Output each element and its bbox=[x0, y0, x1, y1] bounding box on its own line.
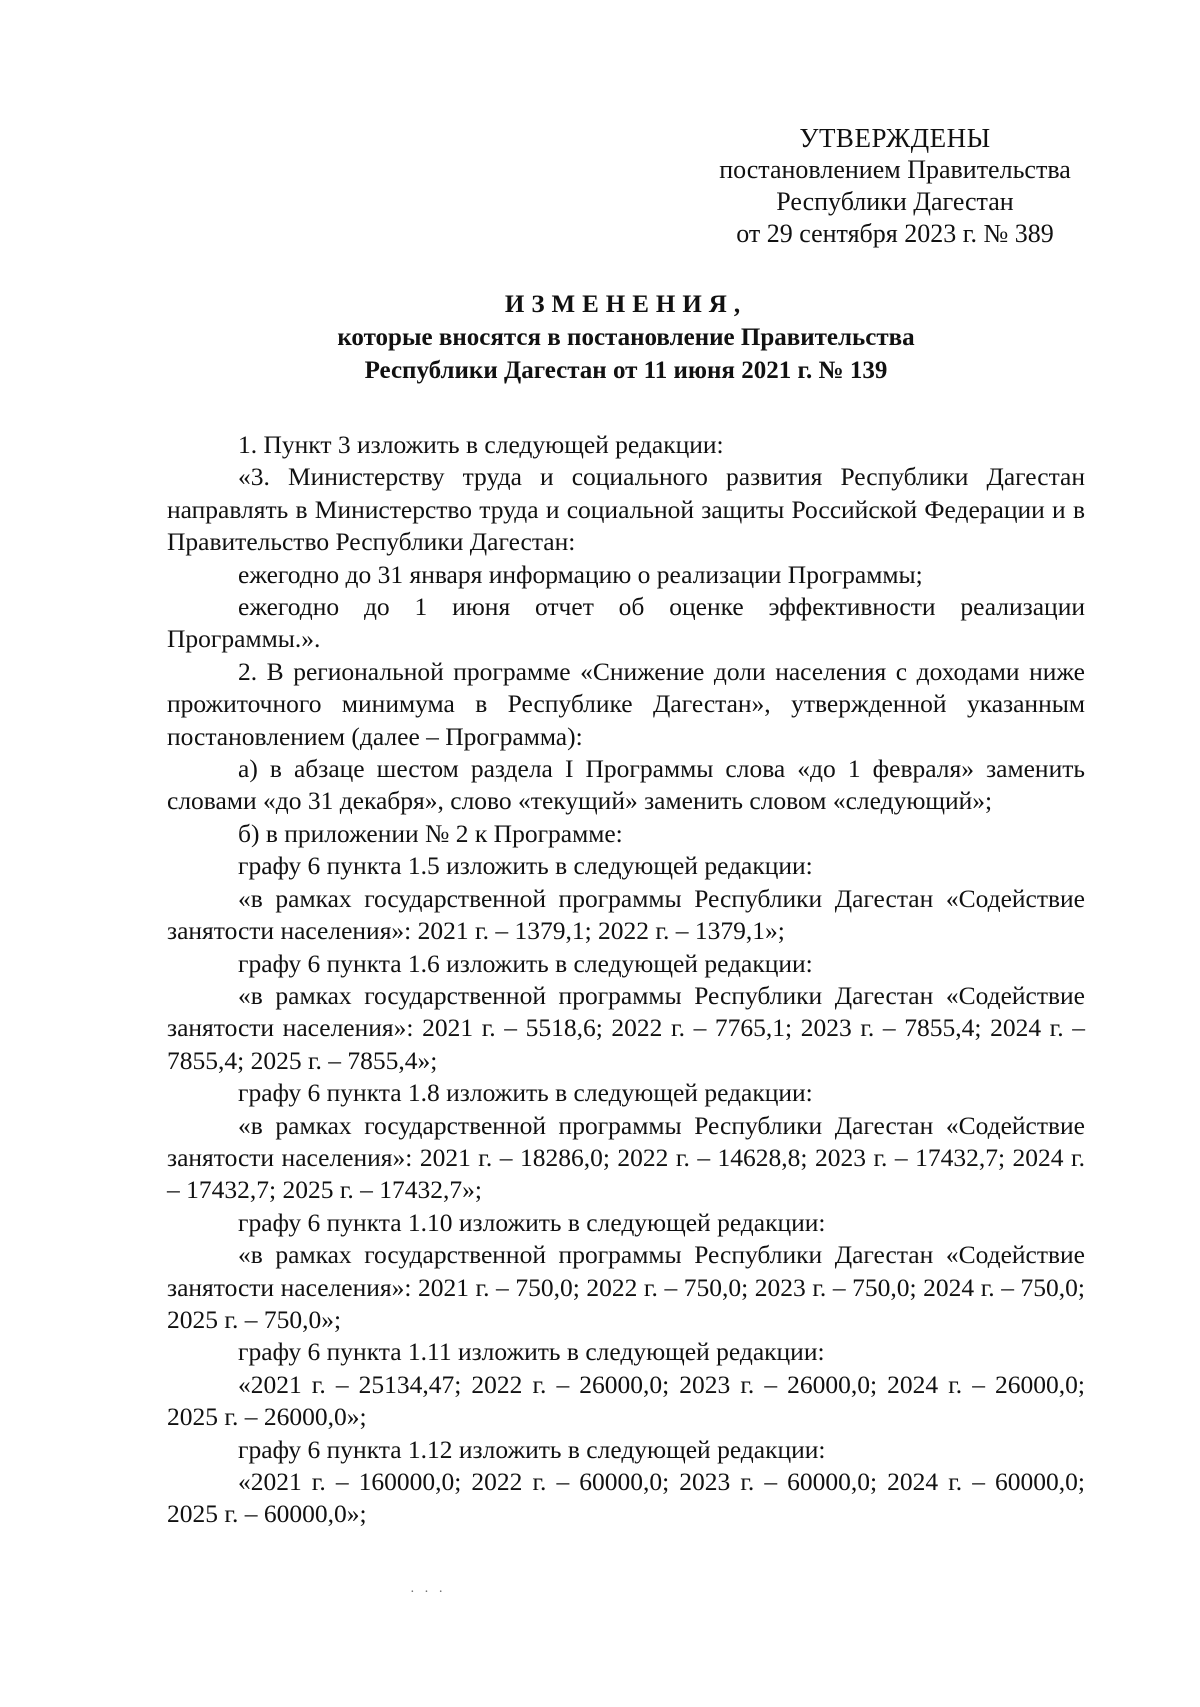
approval-heading: УТВЕРЖДЕНЫ bbox=[799, 123, 991, 153]
paragraph: «в рамках государственной программы Республики Дагестан «Содействие занятости населения»: 2021 г. – 750,0; 2022 г. – 750,0; 2023 г. – 750,0; 2024 г. – 750,0; 2025 г. – 750,0»; bbox=[167, 1240, 1085, 1334]
paragraph: графу 6 пункта 1.10 изложить в следующей редакции: bbox=[238, 1207, 826, 1237]
title-subline-2: Республики Дагестан от 11 июня 2021 г. № 139 bbox=[364, 357, 888, 384]
paragraph: «2021 г. – 25134,47; 2022 г. – 26000,0; 2023 г. – 26000,0; 2024 г. – 26000,0; 2025 г. – 26000,0»; bbox=[167, 1369, 1085, 1432]
paragraph: «в рамках государственной программы Республики Дагестан «Содействие занятости населения»: 2021 г. – 1379,1; 2022 г. – 1379,1»; bbox=[167, 883, 1085, 946]
paragraph: графу 6 пункта 1.8 изложить в следующей редакции: bbox=[238, 1078, 813, 1108]
approval-stamp bbox=[700, 122, 1090, 250]
title-subline-1: которые вносятся в постановление Правительства bbox=[337, 324, 915, 351]
paragraph: графу 6 пункта 1.5 изложить в следующей редакции: bbox=[238, 851, 813, 881]
paragraph: 2. В региональной программе «Снижение доли населения с доходами ниже прожиточного минимума в Республике Дагестан», утвержденной указанным постановлением (далее – Программа): bbox=[167, 656, 1085, 751]
title-heading: ИЗМЕНЕНИЯ, bbox=[504, 291, 748, 318]
paragraph: «в рамках государственной программы Республики Дагестан «Содействие занятости населения»: 2021 г. – 5518,6; 2022 г. – 7765,1; 2023 г. – 7855,4; 2024 г. – 7855,4; 2025 г. – 7855,4»; bbox=[167, 980, 1085, 1075]
paragraph: 1. Пункт 3 изложить в следующей редакции: bbox=[238, 430, 724, 459]
approval-line-date: от 29 сентября 2023 г. № 389 bbox=[736, 219, 1054, 248]
document-title bbox=[100, 288, 1152, 387]
document-body bbox=[167, 429, 1085, 1531]
paragraph: графу 6 пункта 1.11 изложить в следующей редакции: bbox=[238, 1337, 825, 1367]
paragraph: а) в абзаце шестом раздела I Программы слова «до 1 февраля» заменить словами «до 31 декабря», слово «текущий» заменить словом «следующий»; bbox=[167, 754, 1085, 816]
paragraph: «в рамках государственной программы Республики Дагестан «Содействие занятости населения»: 2021 г. – 18286,0; 2022 г. – 14628,8; 2023 г. – 17432,7; 2024 г. – 17432,7; 2025 г. – 17432,7»; bbox=[167, 1110, 1085, 1205]
approval-line-republic: Республики Дагестан bbox=[776, 187, 1014, 216]
paragraph: «2021 г. – 160000,0; 2022 г. – 60000,0; 2023 г. – 60000,0; 2024 г. – 60000,0; 2025 г. – 60000,0»; bbox=[167, 1467, 1085, 1529]
scan-artifact: · · · bbox=[410, 1585, 446, 1600]
paragraph: «3. Министерству труда и социального развития Республики Дагестан направлять в Министерство труда и социальной защиты Российской Федерации и в Правительство Республики Дагестан: bbox=[167, 462, 1085, 557]
paragraph: ежегодно до 31 января информацию о реализации Программы; bbox=[238, 559, 923, 589]
paragraph: графу 6 пункта 1.12 изложить в следующей редакции: bbox=[238, 1434, 826, 1464]
paragraph: графу 6 пункта 1.6 изложить в следующей редакции: bbox=[238, 948, 813, 978]
paragraph: ежегодно до 1 июня отчет об оценке эффективности реализации Программы.». bbox=[167, 592, 1085, 654]
approval-line-decree: постановлением Правительства bbox=[719, 155, 1071, 184]
paragraph: б) в приложении № 2 к Программе: bbox=[238, 818, 623, 848]
